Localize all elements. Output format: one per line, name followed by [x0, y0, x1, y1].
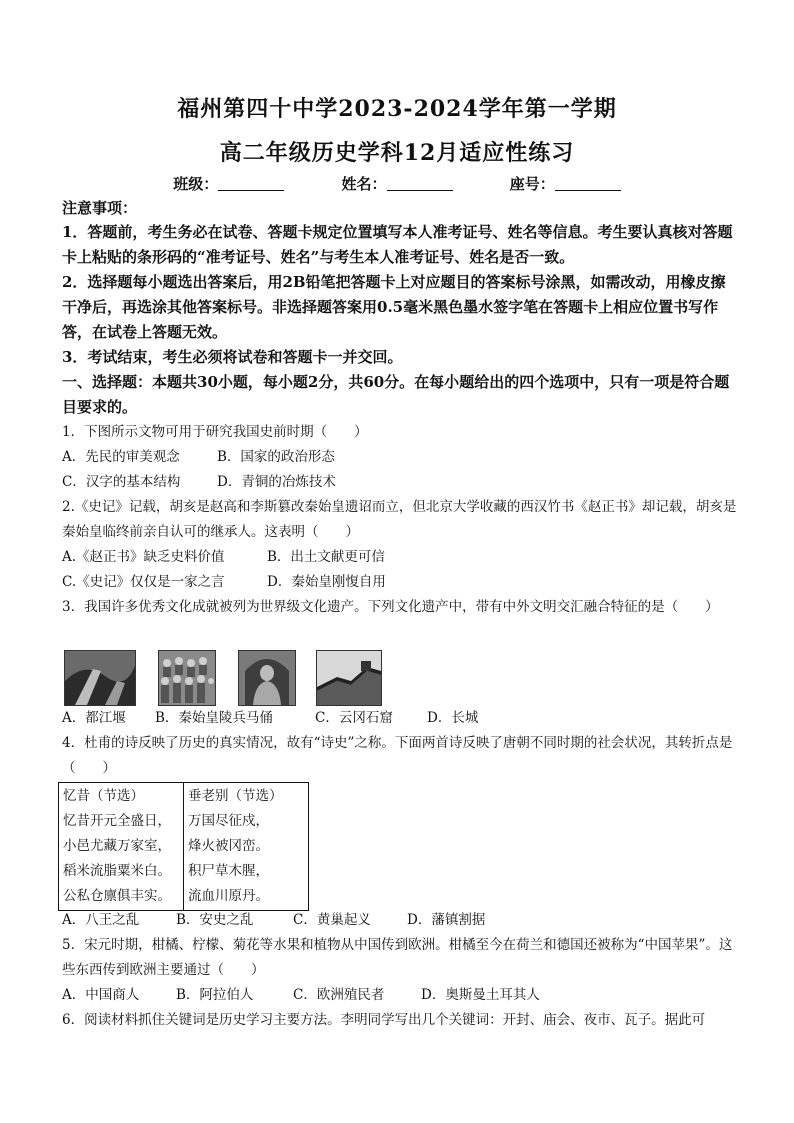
- notice-heading: 注意事项：: [62, 199, 138, 217]
- q5-option-d[interactable]: D．奥斯曼土耳其人: [421, 987, 540, 1003]
- poem-1-line: 公私仓廪俱丰实。: [63, 888, 171, 904]
- poem-2-line: 烽火被冈峦。: [188, 838, 269, 854]
- poem-2-line: 流血川原丹。: [188, 888, 269, 904]
- question-4-stem: 4．杜甫的诗反映了历史的真实情况，故有“诗史”之称。下面两首诗反映了唐朝不同时期的社会状况，其转折点是（ ）: [62, 735, 733, 776]
- notice-item-1: 1．答题前，考生务必在试卷、答题卡规定位置填写本人准考证号、姓名等信息。考生要认真核对答题卡上粘贴的条形码的“准考证号、姓名”与考生本人准考证号、姓名是否一致。: [62, 223, 733, 266]
- question-2-stem: 2.《史记》记载，胡亥是赵高和李斯篡改秦始皇遗诏而立，但北京大学收藏的西汉竹书《赵正书》却记载，胡亥是秦始皇临终前亲自认可的继承人。这表明（ ）: [62, 499, 737, 540]
- q5-option-c[interactable]: C．欧洲殖民者: [293, 987, 385, 1003]
- poem-2-title: 垂老别（节选）: [188, 788, 283, 804]
- q4-option-a[interactable]: A．八王之乱: [62, 912, 140, 928]
- poem-2-line: 万国尽征戍，: [188, 813, 269, 829]
- poem-2-line: 积尸草木腥，: [188, 863, 269, 879]
- class-field: [173, 173, 284, 194]
- great-wall-photo: [316, 650, 382, 706]
- q2-option-b[interactable]: B．出土文献更可信: [267, 549, 385, 565]
- notice-item-2: 2．选择题每小题选出答案后，用2B铅笔把答题卡上对应题目的答案标号涂黑，如需改动，用橡皮擦干净后，再选涂其他答案标号。非选择题答案用0.5毫米黑色墨水签字笔在答题卡上相应位置书写作答，在试卷上答题无效。: [62, 273, 726, 341]
- dujiangyan-photo: [64, 650, 136, 706]
- poem-1: [59, 783, 184, 911]
- poem-2: [184, 783, 309, 911]
- q3-option-d[interactable]: D．长城: [427, 710, 479, 726]
- section-heading: 一、选择题：本题共30小题，每小题2分，共60分。在每小题给出的四个选项中，只有一项是符合题目要求的。: [62, 373, 730, 416]
- notice-item-3: 3．考试结束，考生必须将试卷和答题卡一并交回。: [62, 348, 403, 366]
- poem-1-line: 小邑尤藏万家室，: [63, 838, 171, 854]
- q4-option-c[interactable]: C．黄巢起义: [293, 912, 371, 928]
- question-1-options-row2: [62, 470, 336, 495]
- question-3-options: [62, 706, 478, 731]
- question-2-options-row1: [62, 545, 385, 570]
- question-5-stem: 5．宋元时期，柑橘、柠檬、菊花等水果和植物从中国传到欧洲。柑橘至今在荷兰和德国还被称为“中国苹果”。这些东西传到欧洲主要通过（ ）: [62, 937, 733, 978]
- poem-table: [58, 782, 309, 911]
- q3-option-c[interactable]: C．云冈石窟: [315, 710, 393, 726]
- question-4-options: [62, 908, 485, 933]
- seat-blank[interactable]: [555, 176, 621, 191]
- exam-subtitle: 高二年级历史学科12月适应性练习: [219, 140, 575, 166]
- exam-title: 福州第四十中学2023-2024学年第一学期: [177, 96, 617, 122]
- terracotta-warriors-photo: [158, 650, 216, 706]
- name-label: 姓名：: [341, 175, 387, 193]
- student-info-row: [0, 173, 794, 194]
- q5-option-a[interactable]: A．中国商人: [62, 987, 140, 1003]
- poem-1-line: 稻米流脂粟米白。: [63, 863, 171, 879]
- question-1-stem: 1．下图所示文物可用于研究我国史前时期（ ）: [62, 424, 368, 440]
- poem-1-line: 忆昔开元全盛日，: [63, 813, 171, 829]
- q4-option-b[interactable]: B．安史之乱: [176, 912, 254, 928]
- q5-option-b[interactable]: B．阿拉伯人: [176, 987, 254, 1003]
- yungang-grottoes-photo: [238, 650, 296, 706]
- q2-option-a[interactable]: A.《赵正书》缺乏史料价值: [62, 549, 225, 565]
- question-3-stem: 3．我国许多优秀文化成就被列为世界级文化遗产。下列文化遗产中，带有中外文明交汇融合特征的是（ ）: [62, 599, 719, 615]
- question-5-options: [62, 983, 540, 1008]
- q3-option-a[interactable]: A．都江堰: [62, 710, 126, 726]
- question-2-options-row2: [62, 570, 386, 595]
- question-6-stem: 6．阅读材料抓住关键词是历史学习主要方法。李明同学写出几个关键词：开封、庙会、夜市、瓦子。据此可: [62, 1012, 706, 1028]
- class-label: 班级：: [173, 175, 219, 193]
- class-blank[interactable]: [218, 176, 284, 191]
- q2-option-d[interactable]: D．秦始皇刚愎自用: [267, 574, 386, 590]
- seat-label: 座号：: [509, 175, 555, 193]
- seat-field: [510, 173, 621, 194]
- q1-option-a[interactable]: A．先民的审美观念: [62, 449, 180, 465]
- q1-option-b[interactable]: B．国家的政治形态: [217, 449, 335, 465]
- q3-option-b[interactable]: B．秦始皇陵兵马俑: [155, 710, 273, 726]
- question-1-options-row1: [62, 445, 335, 470]
- q1-option-d[interactable]: D．青铜的冶炼技术: [217, 474, 336, 490]
- name-blank[interactable]: [387, 176, 453, 191]
- name-field: [341, 173, 452, 194]
- q1-option-c[interactable]: C．汉字的基本结构: [62, 474, 181, 490]
- poem-1-title: 忆昔（节选）: [63, 788, 144, 804]
- q4-option-d[interactable]: D．藩镇割据: [407, 912, 486, 928]
- q2-option-c[interactable]: C.《史记》仅仅是一家之言: [62, 574, 225, 590]
